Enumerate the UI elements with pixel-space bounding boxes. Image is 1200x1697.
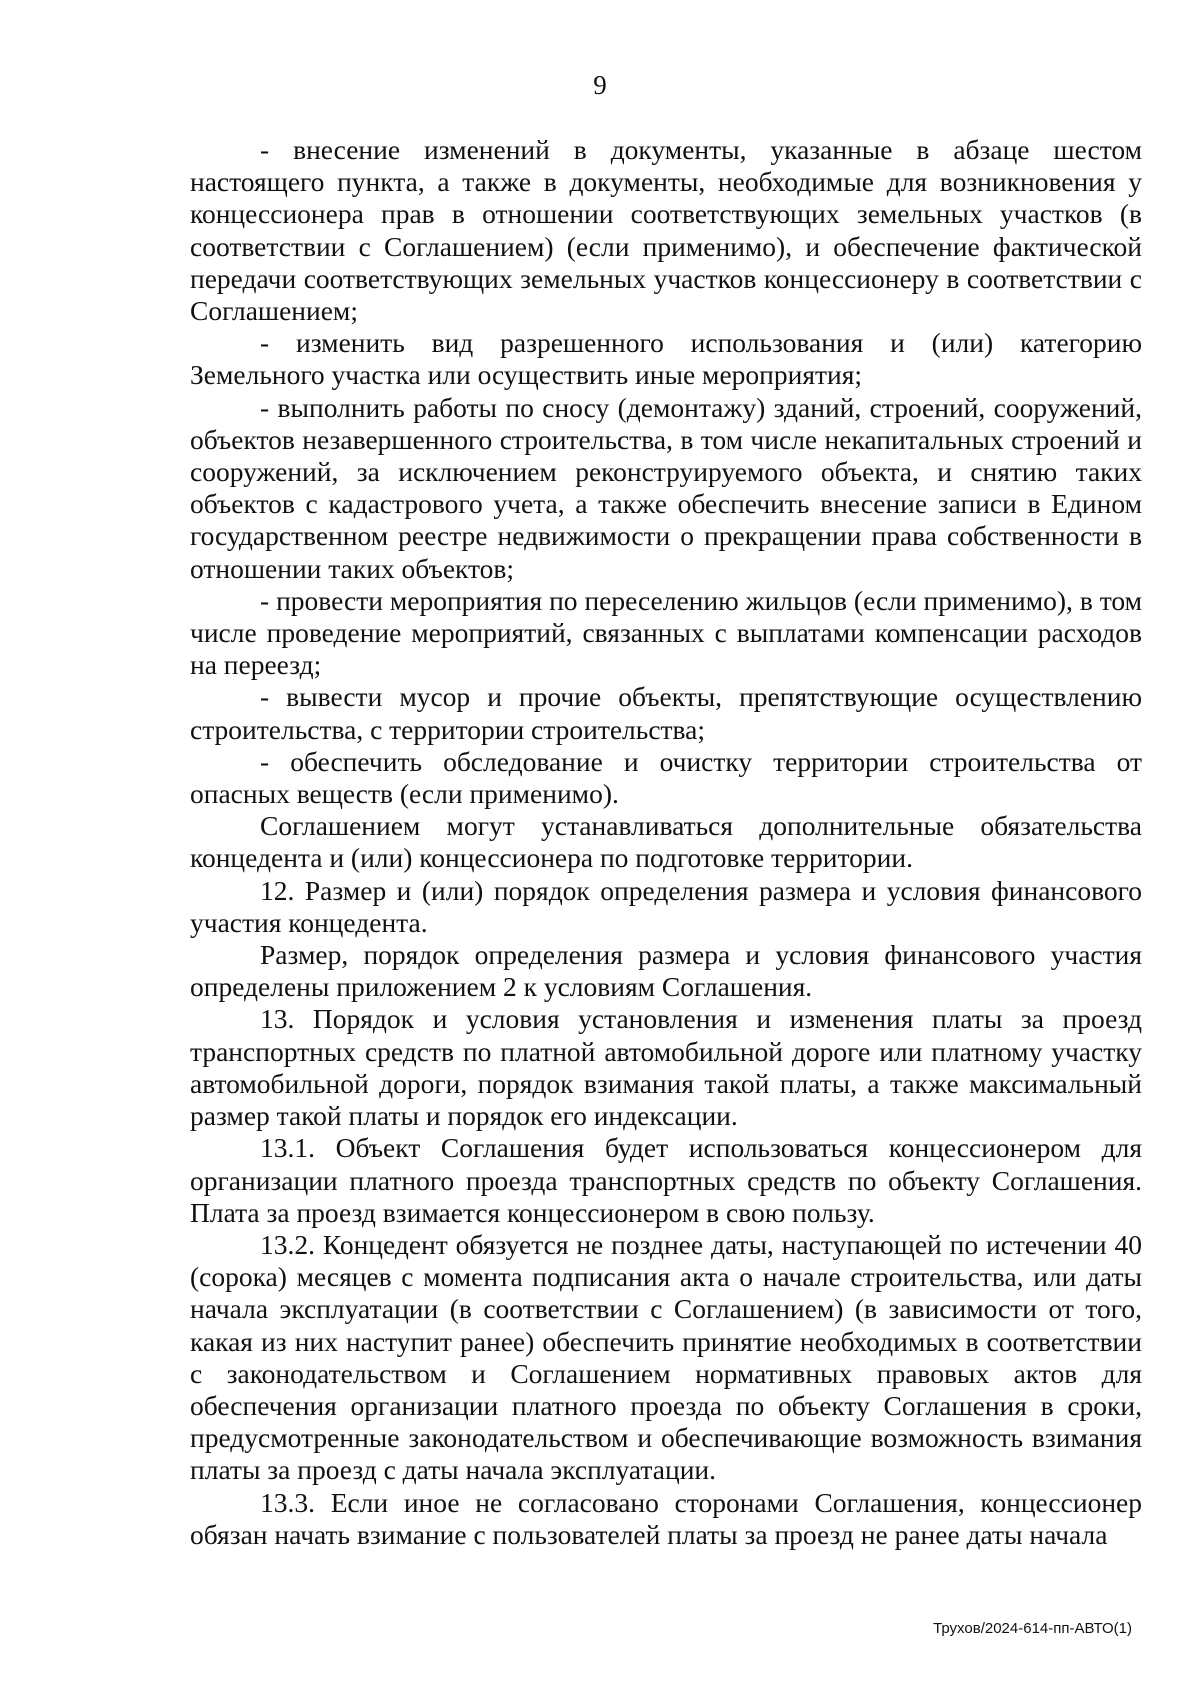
document-body bbox=[190, 134, 1142, 1551]
paragraph-financial-participation: Размер, порядок определения размера и условия финансового участия определены приложением 2 к условиям Соглашения. bbox=[190, 939, 1142, 1003]
paragraph-section-13-3: 13.3. Если иное не согласовано сторонами Соглашения, концессионер обязан начать взимание с пользователей платы за проезд не ранее даты начала bbox=[190, 1486, 1142, 1550]
paragraph-waste-removal: - вывести мусор и прочие объекты, препятствующие осуществлению строительства, с территории строительства; bbox=[190, 681, 1142, 745]
document-code: Трухов/2024-614-пп-АВТО(1) bbox=[933, 1620, 1132, 1637]
paragraph-resettlement: - провести мероприятия по переселению жильцов (если применимо), в том числе проведение мероприятий, связанных с выплатами компенсации расходов на переезд; bbox=[190, 584, 1142, 681]
paragraph-demolition: - выполнить работы по сносу (демонтажу) зданий, строений, сооружений, объектов незавершенного строительства, в том числе некапитальных строений и сооружений, за исключением реконструируемого объекта, и снятию таких объектов с кадастрового учета, а также обеспечить внесение записи в Едином государственном реестре недвижимости о прекращении права собственности в отношении таких объектов; bbox=[190, 391, 1142, 584]
paragraph-land-use-change: - изменить вид разрешенного использования и (или) категорию Земельного участка или осуществить иные мероприятия; bbox=[190, 327, 1142, 391]
paragraph-section-13: 13. Порядок и условия установления и изменения платы за проезд транспортных средств по платной автомобильной дороге или платному участку автомобильной дороги, порядок взимания такой платы, а также максимальный размер такой платы и порядок его индексации. bbox=[190, 1003, 1142, 1132]
paragraph-hazard-survey: - обеспечить обследование и очистку территории строительства от опасных веществ (если применимо). bbox=[190, 745, 1142, 810]
paragraph-additional-obligations: Соглашением могут устанавливаться дополнительные обязательства концедента и (или) концессионера по подготовке территории. bbox=[190, 810, 1142, 874]
paragraph-section-13-2: 13.2. Концедент обязуется не позднее даты, наступающей по истечении 40 (сорока) месяцев с момента подписания акта о начале строительства, или даты начала эксплуатации (в соответствии с Соглашением) (в зависимости от того, какая из них наступит ранее) обеспечить принятие необходимых в соответствии с законодательством и Соглашением нормативных правовых актов для обеспечения организации платного проезда по объекту Соглашения в сроки, предусмотренные законодательством и обеспечивающие возможность взимания платы за проезд с даты начала эксплуатации. bbox=[190, 1228, 1142, 1486]
page-number: 9 bbox=[593, 70, 607, 100]
paragraph-land-documents: - внесение изменений в документы, указанные в абзаце шестом настоящего пункта, а также в документы, необходимые для возникновения у концессионера прав в отношении соответствующих земельных участков (в соответствии с Соглашением) (если применимо), и обеспечение фактической передачи соответствующих земельных участков концессионеру в соответствии с Соглашением; bbox=[190, 134, 1142, 327]
paragraph-section-13-1: 13.1. Объект Соглашения будет использоваться концессионером для организации платного проезда транспортных средств по объекту Соглашения. Плата за проезд взимается концессионером в свою пользу. bbox=[190, 1132, 1142, 1228]
paragraph-section-12: 12. Размер и (или) порядок определения размера и условия финансового участия концедента. bbox=[190, 874, 1142, 938]
